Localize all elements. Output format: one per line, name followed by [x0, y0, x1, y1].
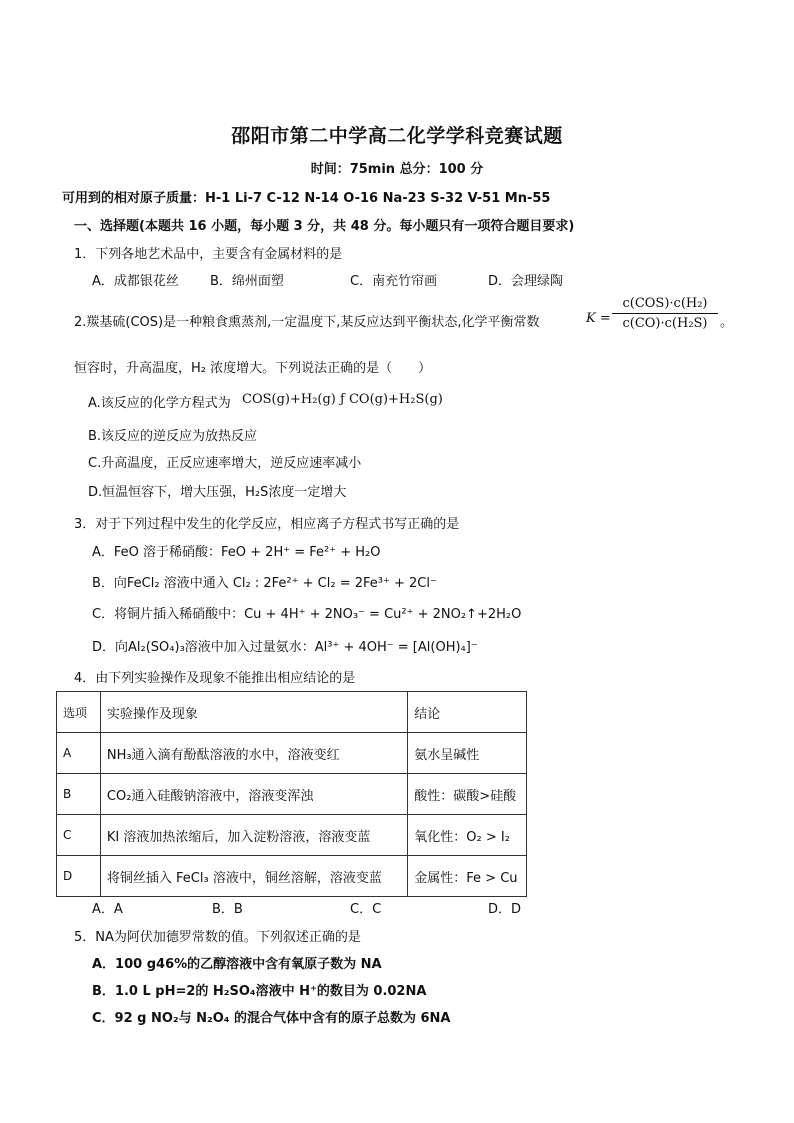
question-1-option-c: C．南充竹帘画 — [350, 274, 438, 289]
question-2-option-a-equation: COS(g)+H₂(g) ƒ CO(g)+H₂S(g) — [242, 392, 443, 407]
question-5-option-b: B．1.0 L pH=2的 H₂SO₄溶液中 H⁺的数目为 0.02NA — [92, 984, 427, 999]
atomic-masses: 可用到的相对原子质量：H-1 Li-7 C-12 N-14 O-16 Na-23 S-32 V-51 Mn-55 — [62, 191, 551, 206]
table-cell-option: C — [57, 815, 101, 856]
table-cell-conclusion: 氧化性：O₂ > I₂ — [408, 815, 527, 856]
experiment-table — [56, 691, 527, 897]
question-3-stem: 3．对于下列过程中发生的化学反应，相应离子方程式书写正确的是 — [74, 517, 460, 532]
question-5-option-c: C．92 g NO₂与 N₂O₄ 的混合气体中含有的原子总数为 6NA — [92, 1011, 451, 1026]
table-row — [57, 856, 527, 897]
table-cell-operation: 将铜丝插入 FeCl₃ 溶液中，铜丝溶解，溶液变蓝 — [100, 856, 407, 897]
question-5-option-a: A．100 g46%的乙醇溶液中含有氧原子数为 NA — [92, 957, 382, 972]
table-header-option: 选项 — [57, 692, 101, 733]
fraction-numerator: c(COS)·c(H₂) — [622, 296, 708, 311]
question-3-option-a: A．FeO 溶于稀硝酸：FeO + 2H⁺ = Fe²⁺ + H₂O — [92, 545, 381, 560]
question-2-period: 。 — [720, 315, 734, 330]
question-4-option-c: C．C — [350, 902, 382, 917]
question-1-option-a: A．成都银花丝 — [92, 274, 179, 289]
question-2-option-a-text: A.该反应的化学方程式为 — [88, 396, 231, 411]
table-cell-operation: KI 溶液加热浓缩后，加入淀粉溶液，溶液变蓝 — [100, 815, 407, 856]
question-4-stem: 4．由下列实验操作及现象不能推出相应结论的是 — [74, 671, 356, 686]
question-2-stem: 2.羰基硫(COS)是一种粮食熏蒸剂,一定温度下,某反应达到平衡状态,化学平衡常数 — [74, 315, 540, 330]
fraction-bar — [612, 313, 718, 314]
table-cell-conclusion: 氨水呈碱性 — [408, 733, 527, 774]
fraction-denominator: c(CO)·c(H₂S) — [622, 316, 708, 331]
table-cell-operation: CO₂通入硅酸钠溶液中，溶液变浑浊 — [100, 774, 407, 815]
table-cell-conclusion: 金属性：Fe > Cu — [408, 856, 527, 897]
question-2-option-b: B.该反应的逆反应为放热反应 — [88, 429, 258, 444]
question-4-option-a: A．A — [92, 902, 123, 917]
table-row — [57, 733, 527, 774]
equilibrium-constant-fraction — [612, 296, 718, 331]
table-cell-option: A — [57, 733, 101, 774]
page-title: 邵阳市第二中学高二化学学科竞赛试题 — [231, 125, 563, 147]
table-cell-conclusion: 酸性：碳酸>硅酸 — [408, 774, 527, 815]
table-header-operation: 实验操作及现象 — [100, 692, 407, 733]
question-5-stem: 5．NA为阿伏加德罗常数的值。下列叙述正确的是 — [74, 930, 361, 945]
question-1-option-d: D．会理绿陶 — [488, 274, 564, 289]
question-3-option-c: C．将铜片插入稀硝酸中：Cu + 4H⁺ + 2NO₃⁻ = Cu²⁺ + 2NO₂↑+2H₂O — [92, 607, 522, 622]
question-4-option-b: B．B — [212, 902, 243, 917]
table-cell-option: D — [57, 856, 101, 897]
equilibrium-constant-label: K = — [586, 311, 611, 326]
table-cell-operation: NH₃通入滴有酚酞溶液的水中，溶液变红 — [100, 733, 407, 774]
table-header-conclusion: 结论 — [408, 692, 527, 733]
section-heading: 一、选择题(本题共 16 小题，每小题 3 分，共 48 分。每小题只有一项符合题目要求) — [74, 219, 575, 234]
table-header-row — [57, 692, 527, 733]
question-2-option-c: C.升高温度，正反应速率增大，逆反应速率减小 — [88, 456, 362, 471]
table-cell-option: B — [57, 774, 101, 815]
table-row — [57, 815, 527, 856]
question-4-option-d: D．D — [488, 902, 522, 917]
question-2-option-d: D.恒温恒容下，增大压强，H₂S浓度一定增大 — [88, 485, 347, 500]
exam-time-score: 时间：75min 总分：100 分 — [310, 162, 484, 177]
question-3-option-d: D．向Al₂(SO₄)₃溶液中加入过量氨水：Al³⁺ + 4OH⁻ = [Al(OH)₄]⁻ — [92, 640, 478, 655]
question-1-stem: 1．下列各地艺术品中，主要含有金属材料的是 — [74, 247, 343, 262]
question-1-option-b: B．绵州面塑 — [210, 274, 284, 289]
table-row — [57, 774, 527, 815]
question-2-stem-2: 恒容时，升高温度，H₂ 浓度增大。下列说法正确的是（ ） — [74, 361, 432, 376]
question-3-option-b: B．向FeCl₂ 溶液中通入 Cl₂ : 2Fe²⁺ + Cl₂ = 2Fe³⁺ + 2Cl⁻ — [92, 576, 437, 591]
